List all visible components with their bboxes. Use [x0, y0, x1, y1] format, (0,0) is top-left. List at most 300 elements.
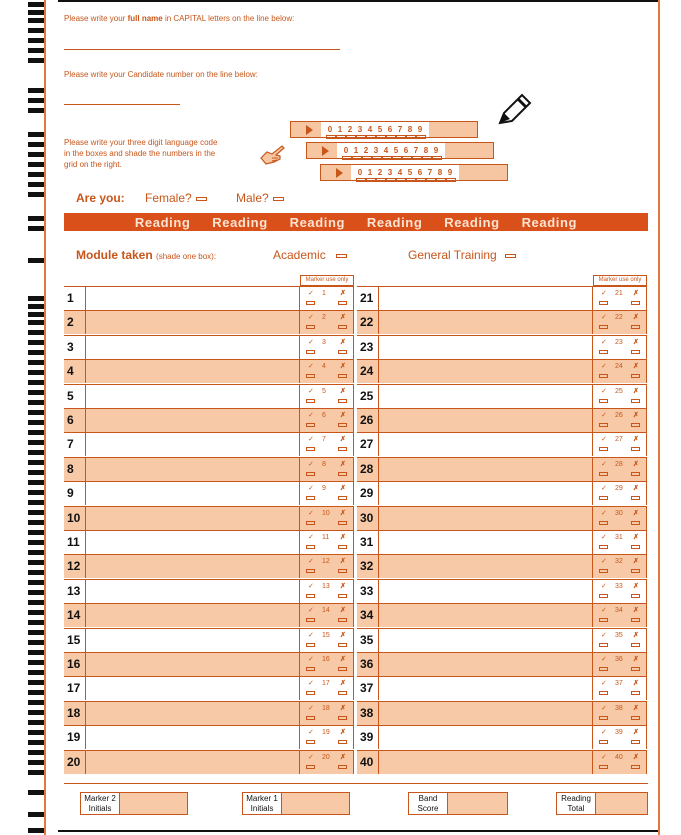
question-number: 35	[357, 629, 379, 652]
timing-mark	[28, 770, 44, 775]
answer-field[interactable]	[379, 287, 593, 310]
answer-field[interactable]	[86, 482, 300, 505]
marker-cell	[593, 385, 647, 408]
cross-icon: ✗	[340, 582, 346, 590]
correct-box[interactable]	[306, 691, 315, 695]
tick-icon: ✓	[601, 363, 607, 371]
incorrect-box[interactable]	[338, 569, 347, 573]
marker1-initials-box[interactable]	[282, 792, 350, 815]
marker-number: 4	[322, 363, 326, 371]
question-number: 7	[64, 433, 86, 456]
timing-mark	[28, 192, 44, 197]
timing-mark	[28, 790, 44, 795]
tick-icon: ✓	[601, 338, 607, 346]
marker-number: 21	[615, 290, 623, 297]
timing-mark	[28, 400, 44, 405]
digit-grid[interactable]: 0 1 2 3 4 5 6 7 8 9	[351, 165, 459, 180]
timing-mark	[28, 108, 44, 113]
answer-field[interactable]	[379, 482, 593, 505]
incorrect-box[interactable]	[338, 472, 347, 476]
question-number: 30	[357, 507, 379, 530]
cross-icon: ✗	[340, 363, 346, 371]
timing-mark	[28, 730, 44, 735]
incorrect-box[interactable]	[631, 765, 640, 769]
timing-mark	[28, 48, 44, 53]
language-digit-row-3[interactable]	[320, 164, 508, 181]
correct-box[interactable]	[599, 472, 608, 476]
answer-field[interactable]	[379, 726, 593, 749]
tick-icon: ✓	[308, 607, 314, 615]
incorrect-box[interactable]	[338, 667, 347, 671]
incorrect-box[interactable]	[338, 643, 347, 647]
incorrect-box[interactable]	[338, 594, 347, 598]
correct-box[interactable]	[599, 667, 608, 671]
tick-icon: ✓	[601, 729, 607, 737]
incorrect-box[interactable]	[631, 447, 640, 451]
language-digit-row-1[interactable]	[290, 121, 478, 138]
answer-field[interactable]	[86, 677, 300, 700]
incorrect-box[interactable]	[338, 716, 347, 720]
answer-field[interactable]	[86, 360, 300, 383]
incorrect-box[interactable]	[631, 350, 640, 354]
name-instruction: Please write your full name in CAPITAL letters on the line below:	[64, 14, 295, 23]
answer-field[interactable]	[379, 458, 593, 481]
answer-row	[357, 481, 647, 505]
question-number: 18	[64, 702, 86, 725]
correct-box[interactable]	[599, 716, 608, 720]
academic-box[interactable]	[336, 254, 347, 258]
timing-mark	[28, 304, 44, 309]
question-number: 27	[357, 433, 379, 456]
incorrect-box[interactable]	[338, 350, 347, 354]
timing-mark	[28, 500, 44, 505]
reading-total-box[interactable]	[596, 792, 648, 815]
question-number: 25	[357, 385, 379, 408]
marker-cell	[300, 629, 354, 652]
question-number: 26	[357, 409, 379, 432]
answer-field[interactable]	[86, 726, 300, 749]
incorrect-box[interactable]	[338, 399, 347, 403]
cross-icon: ✗	[340, 290, 346, 297]
timing-mark	[28, 760, 44, 765]
answer-field[interactable]	[379, 336, 593, 359]
timing-mark	[28, 550, 44, 555]
cross-icon: ✗	[633, 314, 639, 322]
correct-box[interactable]	[306, 545, 315, 549]
question-number: 17	[64, 677, 86, 700]
timing-mark	[28, 370, 44, 375]
incorrect-box[interactable]	[338, 618, 347, 622]
marker2-initials-box[interactable]	[120, 792, 188, 815]
timing-mark	[28, 182, 44, 187]
correct-box[interactable]	[599, 545, 608, 549]
timing-mark	[28, 226, 44, 231]
marker-use-header-right: Marker use only	[593, 275, 647, 286]
marker-cell	[300, 311, 354, 334]
marker-number: 19	[322, 729, 330, 737]
timing-mark	[28, 480, 44, 485]
answer-field[interactable]	[86, 604, 300, 627]
question-number: 24	[357, 360, 379, 383]
incorrect-box[interactable]	[631, 325, 640, 329]
marker-cell	[300, 433, 354, 456]
correct-box[interactable]	[306, 472, 315, 476]
correct-box[interactable]	[306, 740, 315, 744]
answer-row	[64, 750, 354, 774]
incorrect-box[interactable]	[338, 496, 347, 500]
timing-mark	[28, 670, 44, 675]
correct-box[interactable]	[306, 667, 315, 671]
incorrect-box[interactable]	[631, 423, 640, 427]
tick-icon: ✓	[308, 534, 314, 541]
marker-number: 30	[615, 509, 623, 517]
digit-grid[interactable]: 0 1 2 3 4 5 6 7 8 9	[321, 122, 429, 137]
answer-field[interactable]	[86, 458, 300, 481]
timing-mark	[28, 510, 44, 515]
marker-number: 33	[615, 582, 623, 590]
question-number: 1	[64, 287, 86, 310]
answer-field[interactable]	[86, 433, 300, 456]
female-box[interactable]	[196, 197, 207, 201]
incorrect-box[interactable]	[338, 521, 347, 525]
correct-box[interactable]	[599, 423, 608, 427]
timing-mark	[28, 216, 44, 221]
cross-icon: ✗	[633, 412, 639, 419]
answer-field[interactable]	[86, 287, 300, 310]
incorrect-box[interactable]	[631, 667, 640, 671]
marker-cell	[593, 677, 647, 700]
incorrect-box[interactable]	[631, 618, 640, 622]
answer-field[interactable]	[86, 751, 300, 774]
marker-number: 5	[322, 387, 326, 395]
answer-field[interactable]	[86, 629, 300, 652]
correct-box[interactable]	[306, 423, 315, 427]
answer-field[interactable]	[379, 677, 593, 700]
marker-number: 27	[615, 436, 623, 444]
timing-mark	[28, 460, 44, 465]
general-training-option[interactable]: General Training	[408, 248, 516, 262]
marker-number: 14	[322, 607, 330, 615]
answer-field[interactable]	[86, 409, 300, 432]
tick-icon: ✓	[601, 582, 607, 590]
correct-box[interactable]	[599, 740, 608, 744]
incorrect-box[interactable]	[338, 325, 347, 329]
answer-field[interactable]	[86, 507, 300, 530]
tick-icon: ✓	[308, 436, 314, 444]
answer-field[interactable]	[379, 311, 593, 334]
correct-box[interactable]	[306, 643, 315, 647]
incorrect-box[interactable]	[338, 447, 347, 451]
timing-mark	[28, 630, 44, 635]
timing-mark	[28, 340, 44, 345]
timing-mark	[28, 470, 44, 475]
marker-cell	[593, 555, 647, 578]
question-number: 2	[64, 311, 86, 334]
name-line[interactable]	[64, 49, 340, 50]
question-number: 16	[64, 653, 86, 676]
incorrect-box[interactable]	[631, 374, 640, 378]
tick-icon: ✓	[308, 729, 314, 737]
pointing-hand-icon	[258, 140, 288, 170]
tick-icon: ✓	[601, 460, 607, 468]
timing-mark	[28, 720, 44, 725]
cross-icon: ✗	[633, 607, 639, 615]
male-box[interactable]	[273, 197, 284, 201]
timing-mark	[28, 600, 44, 605]
marker-number: 25	[615, 387, 623, 395]
academic-option[interactable]: Academic	[273, 248, 347, 262]
correct-box[interactable]	[599, 325, 608, 329]
marker-cell	[300, 580, 354, 603]
correct-box[interactable]	[599, 374, 608, 378]
marker-number: 26	[615, 412, 623, 419]
tick-icon: ✓	[308, 387, 314, 395]
answer-row	[357, 725, 647, 749]
incorrect-box[interactable]	[631, 643, 640, 647]
band-score: Band Score	[408, 792, 508, 815]
cross-icon: ✗	[340, 753, 346, 761]
marker-number: 36	[615, 656, 623, 663]
answer-field[interactable]	[379, 409, 593, 432]
correct-box[interactable]	[599, 301, 608, 305]
answer-field[interactable]	[86, 580, 300, 603]
correct-box[interactable]	[306, 301, 315, 305]
answer-field[interactable]	[379, 507, 593, 530]
correct-box[interactable]	[599, 618, 608, 622]
correct-box[interactable]	[306, 765, 315, 769]
tick-icon: ✓	[601, 485, 607, 493]
answer-row	[357, 652, 647, 676]
correct-box[interactable]	[599, 447, 608, 451]
marker-cell	[300, 555, 354, 578]
language-digit-row-2[interactable]	[306, 142, 494, 159]
answer-row	[357, 579, 647, 603]
timing-mark	[28, 10, 44, 15]
correct-box[interactable]	[599, 569, 608, 573]
answer-field[interactable]	[379, 653, 593, 676]
timing-mark	[28, 430, 44, 435]
correct-box[interactable]	[306, 496, 315, 500]
correct-box[interactable]	[306, 521, 315, 525]
incorrect-box[interactable]	[631, 594, 640, 598]
correct-box[interactable]	[306, 399, 315, 403]
correct-box[interactable]	[599, 765, 608, 769]
cross-icon: ✗	[633, 485, 639, 493]
timing-mark	[28, 390, 44, 395]
timing-mark	[28, 350, 44, 355]
question-number: 11	[64, 531, 86, 554]
marker-cell	[300, 360, 354, 383]
incorrect-box[interactable]	[631, 545, 640, 549]
cross-icon: ✗	[340, 485, 346, 493]
question-number: 40	[357, 751, 379, 774]
timing-mark	[28, 660, 44, 665]
correct-box[interactable]	[599, 521, 608, 525]
candidate-instruction: Please write your Candidate number on the line below:	[64, 70, 258, 79]
cross-icon: ✗	[633, 509, 639, 517]
answer-field[interactable]	[379, 555, 593, 578]
marker-cell	[300, 385, 354, 408]
marker-cell	[593, 287, 647, 310]
timing-mark	[28, 18, 44, 23]
incorrect-box[interactable]	[338, 374, 347, 378]
answer-row	[64, 676, 354, 700]
cross-icon: ✗	[633, 290, 639, 297]
female-option[interactable]: Female?	[145, 191, 207, 205]
answer-field[interactable]	[86, 702, 300, 725]
answer-row	[64, 530, 354, 554]
answer-field[interactable]	[86, 653, 300, 676]
marker-cell	[300, 287, 354, 310]
marker-number: 3	[322, 338, 326, 346]
incorrect-box[interactable]	[631, 496, 640, 500]
answer-field[interactable]	[379, 360, 593, 383]
candidate-number-line[interactable]	[64, 104, 180, 105]
answer-field[interactable]	[86, 385, 300, 408]
tick-icon: ✓	[308, 753, 314, 761]
timing-mark	[28, 740, 44, 745]
digit-grid[interactable]: 0 1 2 3 4 5 6 7 8 9	[337, 143, 445, 158]
marker-number: 23	[615, 338, 623, 346]
cross-icon: ✗	[633, 558, 639, 566]
marker-number: 9	[322, 485, 326, 493]
correct-box[interactable]	[306, 447, 315, 451]
answer-field[interactable]	[379, 385, 593, 408]
timing-mark	[28, 828, 44, 833]
marker-number: 32	[615, 558, 623, 566]
question-number: 10	[64, 507, 86, 530]
marker1-initials: Marker 1 Initials	[242, 792, 350, 815]
tick-icon: ✓	[601, 290, 607, 297]
cross-icon: ✗	[633, 582, 639, 590]
marker-cell	[593, 507, 647, 530]
tick-icon: ✓	[601, 509, 607, 517]
incorrect-box[interactable]	[631, 521, 640, 525]
tick-icon: ✓	[601, 314, 607, 322]
answer-row	[64, 579, 354, 603]
marker-number: 38	[615, 704, 623, 712]
answer-field[interactable]	[86, 336, 300, 359]
left-border	[44, 0, 46, 835]
timing-mark	[28, 58, 44, 63]
incorrect-box[interactable]	[631, 716, 640, 720]
correct-box[interactable]	[599, 399, 608, 403]
marker-cell	[300, 702, 354, 725]
reading-banner: Reading Reading Reading Reading Reading Reading	[64, 213, 648, 231]
tick-icon: ✓	[308, 558, 314, 566]
timing-mark	[28, 710, 44, 715]
timing-mark	[28, 88, 44, 93]
tick-icon: ✓	[308, 631, 314, 639]
question-number: 33	[357, 580, 379, 603]
tick-icon: ✓	[601, 436, 607, 444]
marker-number: 16	[322, 656, 330, 663]
incorrect-box[interactable]	[338, 691, 347, 695]
timing-mark	[28, 590, 44, 595]
incorrect-box[interactable]	[338, 301, 347, 305]
cross-icon: ✗	[340, 704, 346, 712]
answer-row	[64, 603, 354, 627]
answer-row	[64, 432, 354, 456]
tick-icon: ✓	[601, 607, 607, 615]
tick-icon: ✓	[601, 704, 607, 712]
answer-field[interactable]	[379, 751, 593, 774]
marker-cell	[300, 653, 354, 676]
answer-field[interactable]	[86, 311, 300, 334]
incorrect-box[interactable]	[338, 740, 347, 744]
correct-box[interactable]	[306, 594, 315, 598]
male-option[interactable]: Male?	[236, 191, 284, 205]
incorrect-box[interactable]	[338, 423, 347, 427]
correct-box[interactable]	[599, 594, 608, 598]
correct-box[interactable]	[599, 691, 608, 695]
marker-cell	[300, 531, 354, 554]
general-training-box[interactable]	[505, 254, 516, 258]
tick-icon: ✓	[308, 680, 314, 688]
question-number: 37	[357, 677, 379, 700]
question-number: 31	[357, 531, 379, 554]
cross-icon: ✗	[633, 729, 639, 737]
correct-box[interactable]	[599, 643, 608, 647]
incorrect-box[interactable]	[631, 569, 640, 573]
timing-mark	[28, 258, 44, 263]
question-number: 5	[64, 385, 86, 408]
answer-field[interactable]	[379, 433, 593, 456]
answer-row	[357, 701, 647, 725]
answer-field[interactable]	[379, 531, 593, 554]
incorrect-box[interactable]	[631, 740, 640, 744]
correct-box[interactable]	[306, 716, 315, 720]
correct-box[interactable]	[306, 325, 315, 329]
answer-row	[64, 310, 354, 334]
timing-mark	[28, 570, 44, 575]
marker-cell	[593, 482, 647, 505]
incorrect-box[interactable]	[631, 691, 640, 695]
answer-field[interactable]	[379, 629, 593, 652]
correct-box[interactable]	[599, 496, 608, 500]
answer-field[interactable]	[379, 604, 593, 627]
incorrect-box[interactable]	[631, 399, 640, 403]
answer-field[interactable]	[86, 555, 300, 578]
correct-box[interactable]	[306, 350, 315, 354]
question-number: 13	[64, 580, 86, 603]
correct-box[interactable]	[306, 569, 315, 573]
answer-row	[357, 384, 647, 408]
answer-field[interactable]	[86, 531, 300, 554]
marker-number: 31	[615, 534, 623, 541]
incorrect-box[interactable]	[338, 545, 347, 549]
correct-box[interactable]	[306, 374, 315, 378]
reading-total: Reading Total	[556, 792, 648, 815]
cross-icon: ✗	[340, 314, 346, 322]
cross-icon: ✗	[340, 680, 346, 688]
correct-box[interactable]	[599, 350, 608, 354]
question-number: 36	[357, 653, 379, 676]
band-score-box[interactable]	[448, 792, 508, 815]
correct-box[interactable]	[306, 618, 315, 622]
answer-field[interactable]	[379, 580, 593, 603]
marker-cell	[593, 336, 647, 359]
timing-mark	[28, 560, 44, 565]
timing-mark	[28, 410, 44, 415]
answer-field[interactable]	[379, 702, 593, 725]
incorrect-box[interactable]	[631, 472, 640, 476]
footer-divider	[64, 783, 648, 784]
question-number: 15	[64, 629, 86, 652]
timing-mark	[28, 142, 44, 147]
incorrect-box[interactable]	[631, 301, 640, 305]
incorrect-box[interactable]	[338, 765, 347, 769]
